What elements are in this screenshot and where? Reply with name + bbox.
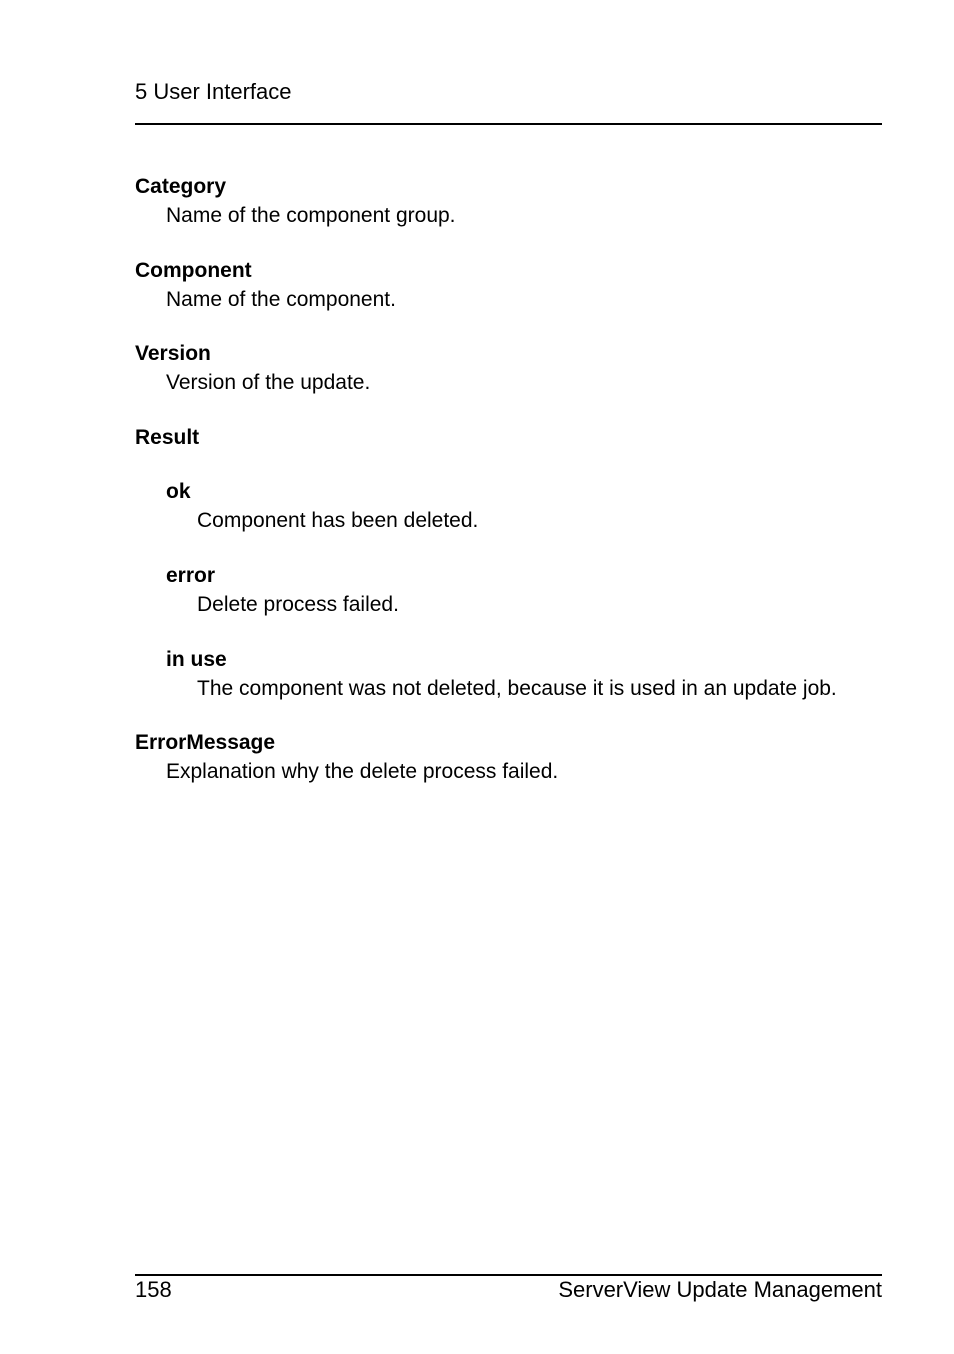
product-name: ServerView Update Management xyxy=(558,1277,882,1302)
desc-component: Name of the component. xyxy=(166,288,396,311)
term-result: Result xyxy=(135,426,200,449)
term-result-in-use: in use xyxy=(166,648,227,671)
desc-version: Version of the update. xyxy=(166,371,371,394)
term-error-message: ErrorMessage xyxy=(135,731,276,754)
term-result-ok: ok xyxy=(166,480,191,503)
desc-error-message: Explanation why the delete process failed. xyxy=(166,760,559,783)
footer-divider xyxy=(135,1274,882,1276)
chapter-title: 5 User Interface xyxy=(135,79,292,104)
desc-category: Name of the component group. xyxy=(166,204,456,227)
term-version: Version xyxy=(135,342,211,365)
term-component: Component xyxy=(135,259,252,282)
term-result-error: error xyxy=(166,564,216,587)
desc-result-ok: Component has been deleted. xyxy=(197,509,479,532)
desc-result-error: Delete process failed. xyxy=(197,593,399,616)
page-number: 158 xyxy=(135,1277,172,1302)
desc-result-in-use: The component was not deleted, because it is used in an update job. xyxy=(197,677,837,700)
term-category: Category xyxy=(135,175,227,198)
header-divider xyxy=(135,123,882,125)
